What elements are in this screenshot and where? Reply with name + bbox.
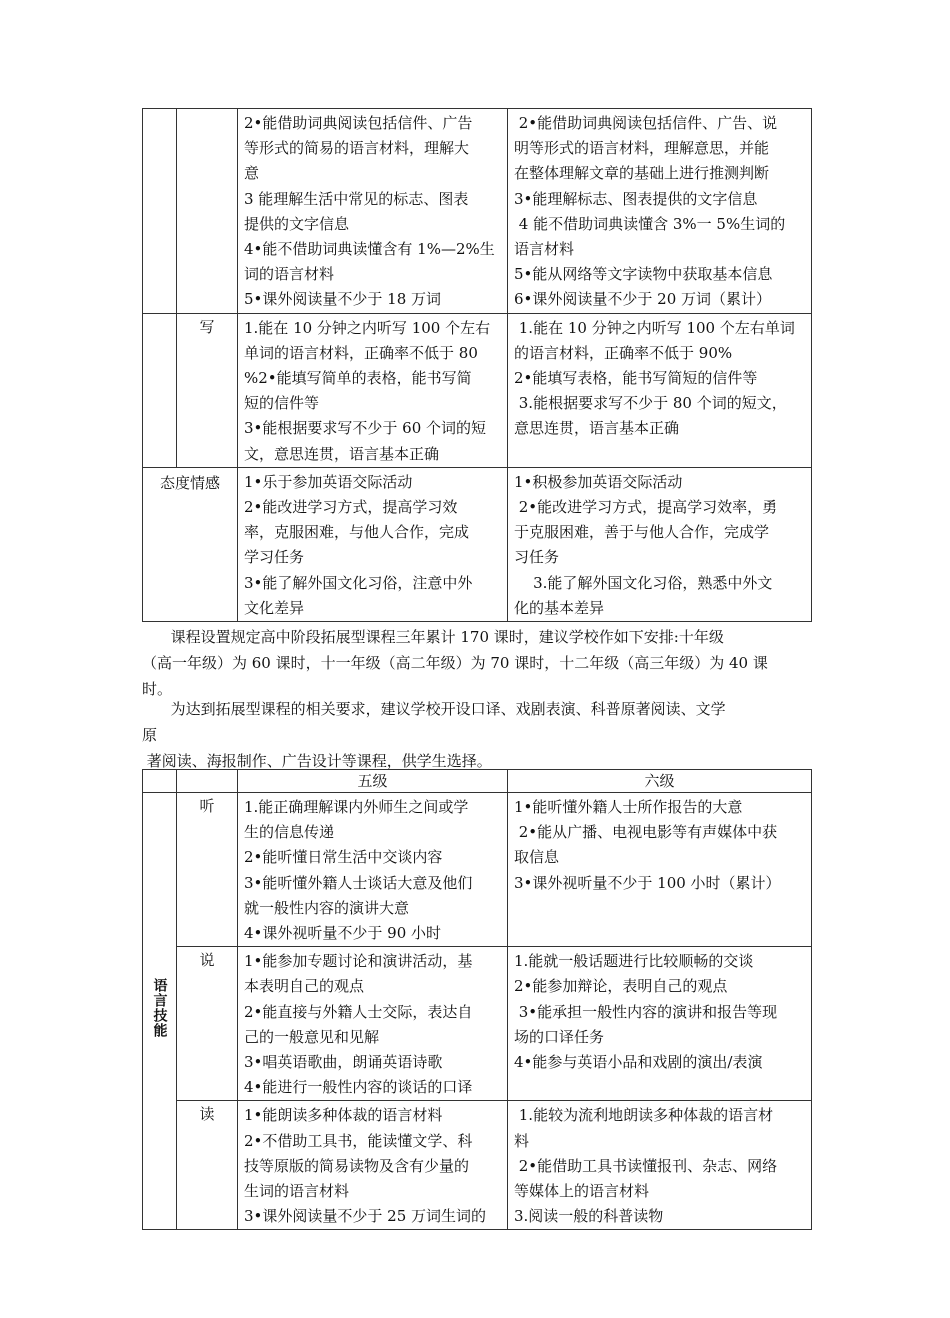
requirement-line: 提供的文字信息 xyxy=(244,214,350,233)
reading2-level5-cell xyxy=(238,1101,508,1230)
requirement-line: 生的信息传递 xyxy=(244,823,335,842)
requirement-line: 单词的语言材料，正确率不低于 80 xyxy=(244,343,478,362)
requirement-line: 等媒体上的语言材料 xyxy=(514,1182,650,1201)
listening-level5-cell xyxy=(238,793,508,947)
requirement-line: 3•能听懂外籍人士谈话大意及他们 xyxy=(244,873,473,892)
requirement-line: 本表明自己的观点 xyxy=(244,977,365,996)
subskill-label-reading: 读 xyxy=(177,1101,238,1230)
requirement-line: 于克服困难，善于与他人合作，完成学 xyxy=(514,523,770,542)
requirement-line: 1.能正确理解课内外师生之间或学 xyxy=(244,798,469,816)
requirement-line: 明等形式的语言材料，理解意思，并能 xyxy=(514,139,770,158)
paragraph-line: 著阅读、海报制作、广告设计等课程，供学生选择。 xyxy=(142,752,492,770)
requirement-line: 5•能从网络等文字读物中获取基本信息 xyxy=(514,265,773,284)
requirement-line: 己的一般意见和见解 xyxy=(244,1027,380,1046)
requirement-line: 在整体理解文章的基础上进行推测判断 xyxy=(514,164,770,183)
requirement-line: 4•课外视听量不少于 90 小时 xyxy=(244,924,442,943)
subskill-label-speaking: 说 xyxy=(177,947,238,1101)
requirement-line: 取信息 xyxy=(514,848,560,867)
requirement-line: 2•能借助词典阅读包括信件、广告、说 xyxy=(514,114,778,132)
subskill-label-writing: 写 xyxy=(177,313,238,467)
requirement-line: 化的基本差异 xyxy=(514,598,605,617)
paragraph-line: （高一年级）为 60 课时，十一年级（高二年级）为 70 课时，十二年级（高三年级）为 40 课 xyxy=(142,654,768,672)
reading2-level6-cell xyxy=(508,1101,812,1230)
requirement-line: 料 xyxy=(514,1131,530,1150)
subskill-label-listening: 听 xyxy=(177,793,238,947)
standards-table-wrapper xyxy=(142,769,811,1230)
reading-level6-cell xyxy=(508,109,812,314)
paragraph-line: 为达到拓展型课程的相关要求，建议学校开设口译、戏剧表演、科普原著阅读、文学 xyxy=(142,700,726,718)
requirement-line: 4•能不借助词典读懂含有 1%—2%生 xyxy=(244,240,495,259)
attitude-level6-cell xyxy=(508,467,812,621)
requirement-line: 3•能理解标志、图表提供的文字信息 xyxy=(514,189,758,208)
requirement-line: 3•能了解外国文化习俗，注意中外 xyxy=(244,573,473,592)
listening-level6-cell xyxy=(508,793,812,947)
requirement-line: 3.能了解外国文化习俗，熟悉中外文 xyxy=(514,573,773,592)
requirement-line: 2•能借助工具书读懂报刊、杂志、网络 xyxy=(514,1156,778,1175)
paragraph-course-options xyxy=(142,696,812,774)
requirement-line: 短的信件等 xyxy=(244,394,320,413)
reading-level5-cell xyxy=(238,109,508,314)
requirement-line: 语言材料 xyxy=(514,240,575,259)
requirement-line: 2•能直接与外籍人士交际，表达自 xyxy=(244,1002,473,1021)
requirement-line: 技等原版的简易读物及含有少量的 xyxy=(244,1156,470,1175)
category-cell-empty xyxy=(143,109,177,314)
subskill-cell-empty xyxy=(177,109,238,314)
requirement-line: 1.能在 10 分钟之内听写 100 个左右单词 xyxy=(514,318,795,337)
requirement-line: 2•能参加辩论，表明自己的观点 xyxy=(514,977,728,996)
category-label-language-skills: 语言技能 xyxy=(151,978,168,1038)
requirement-line: 的语言材料，正确率不低于 90% xyxy=(514,343,733,362)
paragraph-course-hours xyxy=(142,624,812,702)
paragraph-line: 时。 xyxy=(142,680,173,698)
category-cell-language-skills xyxy=(143,793,177,1230)
requirement-line: 意 xyxy=(244,164,260,183)
requirement-line: 2•能借助词典阅读包括信件、广告 xyxy=(244,114,473,132)
requirement-line: 1.能就一般话题进行比较顺畅的交谈 xyxy=(514,952,754,971)
header-level6: 六级 xyxy=(508,770,812,793)
category-cell-empty xyxy=(143,313,177,467)
requirement-line: 习任务 xyxy=(514,548,560,567)
requirement-line: 2•能改进学习方式，提高学习效 xyxy=(244,498,458,517)
requirement-line: 2•能改进学习方式，提高学习效率，勇 xyxy=(514,498,778,517)
requirement-line: 场的口译任务 xyxy=(514,1027,605,1046)
requirement-line: %2•能填写简单的表格，能书写简 xyxy=(244,369,472,388)
requirement-line: 等形式的简易的语言材料，理解大 xyxy=(244,139,470,158)
requirement-line: 3.阅读一般的科普读物 xyxy=(514,1207,664,1226)
requirement-line: 3•课外视听量不少于 100 小时（累计） xyxy=(514,873,781,892)
requirement-line: 6•课外阅读量不少于 20 万词（累计） xyxy=(514,290,772,309)
requirement-line: 1.能较为流利地朗读多种体裁的语言材 xyxy=(514,1106,774,1125)
header-level5: 五级 xyxy=(238,770,508,793)
requirement-line: 1•能朗读多种体裁的语言材料 xyxy=(244,1106,443,1125)
requirement-line: 2•能听懂日常生活中交谈内容 xyxy=(244,848,443,867)
requirement-line: 1•乐于参加英语交际活动 xyxy=(244,472,413,491)
requirement-line: 4•能进行一般性内容的谈话的口译 xyxy=(244,1078,473,1097)
requirement-line: 率，克服困难，与他人合作，完成 xyxy=(244,523,470,542)
requirement-line: 就一般性内容的演讲大意 xyxy=(244,898,410,917)
requirement-line: 生词的语言材料 xyxy=(244,1182,350,1201)
requirement-line: 5•课外阅读量不少于 18 万词 xyxy=(244,290,442,309)
requirement-line: 2•能填写表格，能书写简短的信件等 xyxy=(514,369,758,388)
requirement-line: 3•能承担一般性内容的演讲和报告等现 xyxy=(514,1002,778,1021)
requirement-line: 词的语言材料 xyxy=(244,265,335,284)
speaking-level6-cell xyxy=(508,947,812,1101)
requirement-line: 3 能理解生活中常见的标志、图表 xyxy=(244,189,469,208)
requirement-line: 文，意思连贯，语言基本正确 xyxy=(244,444,440,463)
attitude-level5-cell xyxy=(238,467,508,621)
requirement-line: 3•唱英语歌曲，朗诵英语诗歌 xyxy=(244,1053,443,1072)
requirement-line: 1•能听懂外籍人士所作报告的大意 xyxy=(514,798,743,816)
header-empty-cell xyxy=(177,770,238,793)
requirement-line: 2•能从广播、电视电影等有声媒体中获 xyxy=(514,823,778,842)
speaking-level5-cell xyxy=(238,947,508,1101)
paragraph-line: 原 xyxy=(142,726,158,744)
standards-table xyxy=(142,769,812,1230)
requirement-line: 3•能根据要求写不少于 60 个词的短 xyxy=(244,419,487,438)
requirement-line: 文化差异 xyxy=(244,598,305,617)
requirement-line: 1•积极参加英语交际活动 xyxy=(514,472,683,491)
standards-table-continued xyxy=(142,108,812,622)
category-label-attitude: 态度情感 xyxy=(143,467,238,621)
requirement-line: 3•课外阅读量不少于 25 万词生词的 xyxy=(244,1207,487,1226)
requirement-line: 1.能在 10 分钟之内听写 100 个左右 xyxy=(244,318,491,337)
requirement-line: 意思连贯，语言基本正确 xyxy=(514,419,680,438)
writing-level5-cell xyxy=(238,313,508,467)
requirement-line: 4 能不借助词典读懂含 3%一 5%生词的 xyxy=(514,214,786,233)
requirement-line: 1•能参加专题讨论和演讲活动，基 xyxy=(244,952,473,971)
header-empty-cell xyxy=(143,770,177,793)
requirement-line: 3.能根据要求写不少于 80 个词的短文， xyxy=(514,394,787,413)
requirement-line: 学习任务 xyxy=(244,548,305,567)
writing-level6-cell xyxy=(508,313,812,467)
requirement-line: 2•不借助工具书，能读懂文学、科 xyxy=(244,1131,473,1150)
paragraph-line: 课程设置规定高中阶段拓展型课程三年累计 170 课时，建议学校作如下安排:十年级 xyxy=(142,628,724,646)
requirement-line: 4•能参与英语小品和戏剧的演出/表演 xyxy=(514,1053,763,1072)
